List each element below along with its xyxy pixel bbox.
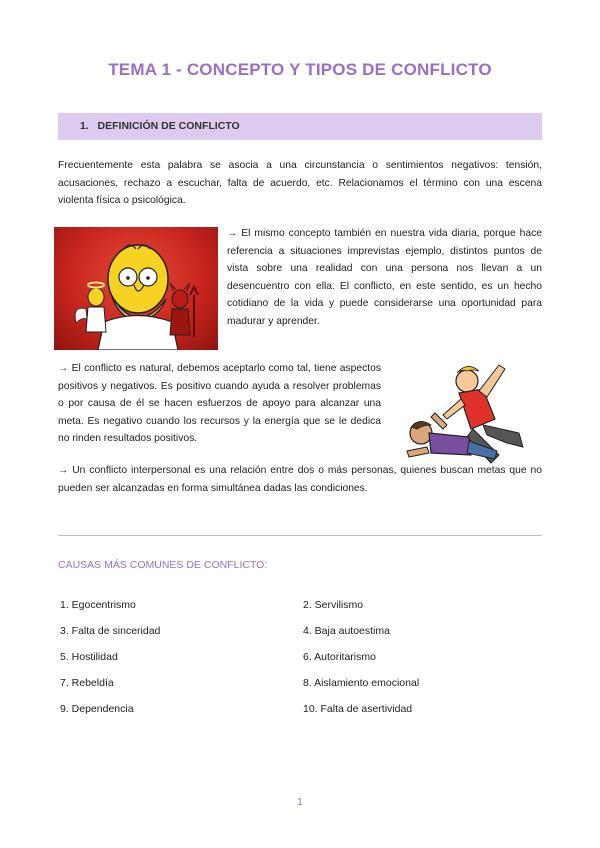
fighting-kids-illustration (387, 355, 542, 473)
causes-heading: CAUSAS MÁS COMUNES DE CONFLICTO: (58, 559, 268, 571)
cause-item: 9. Dependencia (60, 703, 134, 715)
paragraph-daily-life: → El mismo concepto también en nuestra vida diaria, porque hace referencia a situaciones imprevistas ejemplo, distintos puntos de vista sobre una realidad con una persona nos llevan a un desencuentro con ella. El conflicto, en este sentido, es un hecho cotidiano de la vida y puede considerarse una oportunidad para madurar y aprender. (227, 228, 542, 327)
section-heading-bar (58, 113, 542, 140)
cause-item: 8. Aislamiento emocional (303, 677, 420, 689)
cause-item: 7. Rebeldía (60, 677, 114, 689)
cause-item: 5. Hostilidad (60, 651, 118, 663)
cause-item: 4. Baja autoestima (303, 625, 390, 637)
cause-item: 1. Egocentrismo (60, 599, 136, 611)
cause-item: 10. Falta de asertividad (303, 703, 413, 715)
paragraph-definition: Frecuentemente esta palabra se asocia a una circunstancia o sentimientos negativos: tensión, acusaciones, rechazo a escuchar, falta de acuerdo, etc. Relacionamos el término con una escena violenta física o psicológica. (58, 160, 542, 206)
cause-item: 3. Falta de sinceridad (60, 625, 161, 637)
paragraph-interpersonal: → Un conflicto interpersonal es una relación entre dos o más personas, quienes buscan metas que no pueden ser alcanzadas en forma simultánea dadas las condiciones. (58, 465, 542, 494)
section-number: 1. (80, 120, 89, 132)
homer-angel-devil-illustration (54, 227, 218, 350)
cause-item: 6. Autoritarismo (303, 651, 376, 663)
section-heading (80, 120, 240, 132)
page-number: 1 (297, 797, 303, 808)
cause-item: 2. Servilismo (303, 599, 364, 611)
paragraph-natural-conflict: → El conflicto es natural, debemos aceptarlo como tal, tiene aspectos positivos y negativos. Es positivo cuando ayuda a resolver problemas o por causa de él se hacen esfuerzos de apoyo para alcanzar una meta. Es negativo cuando los recursos y la energía que se le dedica no rinden resultados positivos. (58, 363, 381, 444)
page-title: TEMA 1 - CONCEPTO Y TIPOS DE CONFLICTO (108, 60, 492, 79)
section-title: DEFINICIÓN DE CONFLICTO (97, 120, 240, 132)
divider-line (58, 535, 542, 536)
